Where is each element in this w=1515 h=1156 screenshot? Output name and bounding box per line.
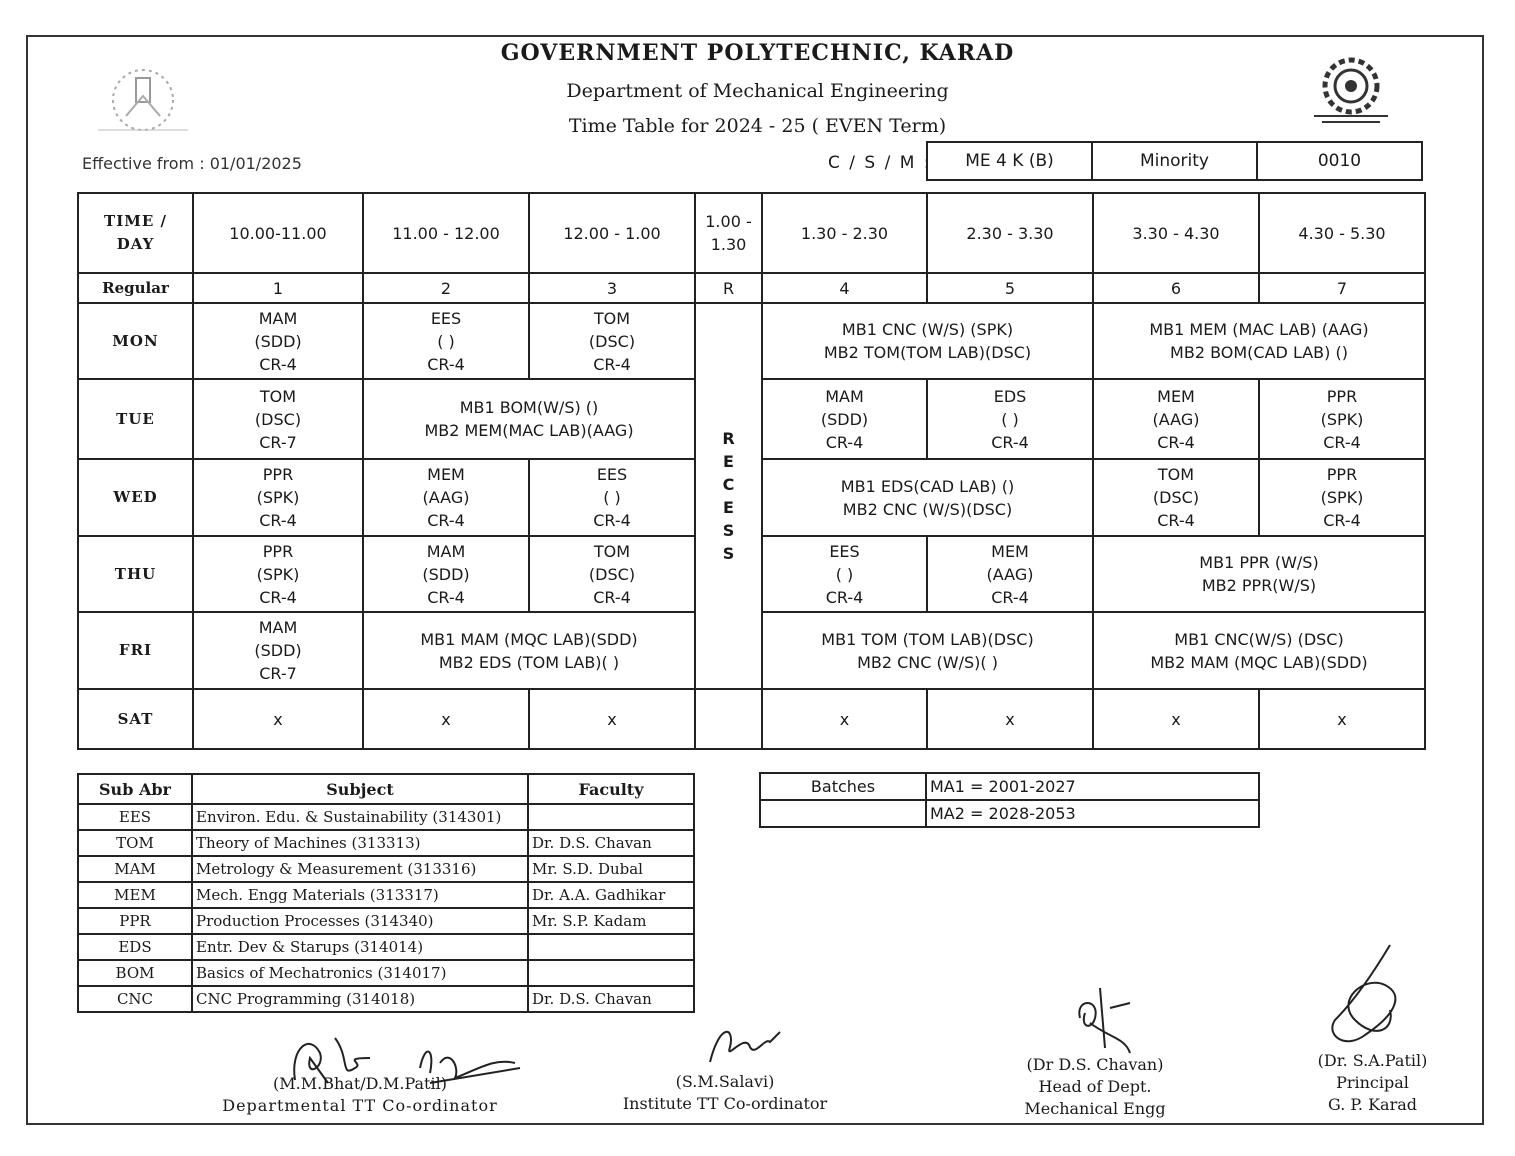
sub-faculty: Dr. D.S. Chavan xyxy=(528,986,694,1012)
sub-faculty xyxy=(528,934,694,960)
period-5: 5 xyxy=(927,273,1093,303)
sub-faculty xyxy=(528,960,694,986)
period-7: 7 xyxy=(1259,273,1425,303)
lecture-cell: MEM (AAG) CR-4 xyxy=(363,459,529,536)
batches-label: Batches xyxy=(760,773,926,800)
day-label: FRI xyxy=(78,612,193,689)
col-header: Sub Abr xyxy=(78,774,192,804)
lecture-cell: PPR (SPK) CR-4 xyxy=(193,536,363,612)
batch-value: MA1 = 2001-2027 xyxy=(926,773,1259,800)
practical-cell: MB1 CNC (W/S) (SPK) MB2 TOM(TOM LAB)(DSC) xyxy=(762,303,1093,379)
signatory-role: G. P. Karad xyxy=(1328,1095,1417,1114)
slot-1: 10.00-11.00 xyxy=(193,193,363,273)
lecture-cell: EES ( ) CR-4 xyxy=(762,536,927,612)
day-label: MON xyxy=(78,303,193,379)
day-label: THU xyxy=(78,536,193,612)
empty-cell: x xyxy=(1259,689,1425,749)
signatory-name: (S.M.Salavi) xyxy=(675,1072,775,1091)
empty-cell: x xyxy=(363,689,529,749)
slot-5: 2.30 - 3.30 xyxy=(927,193,1093,273)
period-2: 2 xyxy=(363,273,529,303)
lecture-cell: MAM (SDD) CR-4 xyxy=(193,303,363,379)
day-row-mon xyxy=(78,303,1425,379)
lecture-cell: PPR (SPK) CR-4 xyxy=(193,459,363,536)
slot-recess: 1.00 - 1.30 xyxy=(695,193,762,273)
lecture-cell: MAM (SDD) CR-4 xyxy=(363,536,529,612)
recess-cell: R E C E S S xyxy=(695,303,762,689)
sub-name: CNC Programming (314018) xyxy=(192,986,528,1012)
signatory-role: Head of Dept. xyxy=(1038,1077,1152,1096)
period-6: 6 xyxy=(1093,273,1259,303)
table-row xyxy=(78,856,694,882)
sub-abbr: EES xyxy=(78,804,192,830)
signatory-role: Departmental TT Co-ordinator xyxy=(222,1096,498,1115)
effective-date: Effective from : 01/01/2025 xyxy=(82,154,302,173)
table-row xyxy=(78,908,694,934)
class-info-box xyxy=(926,141,1423,181)
lecture-cell: TOM (DSC) CR-4 xyxy=(1093,459,1259,536)
lecture-cell: MEM (AAG) CR-4 xyxy=(1093,379,1259,459)
sub-faculty: Mr. S.D. Dubal xyxy=(528,856,694,882)
signatory-role: Institute TT Co-ordinator xyxy=(622,1094,828,1113)
day-label: SAT xyxy=(78,689,193,749)
practical-cell: MB1 TOM (TOM LAB)(DSC) MB2 CNC (W/S)( ) xyxy=(762,612,1093,689)
lecture-cell: TOM (DSC) CR-4 xyxy=(529,303,695,379)
signature-principal xyxy=(1315,940,1425,1060)
sub-abbr: MEM xyxy=(78,882,192,908)
sub-name: Production Processes (314340) xyxy=(192,908,528,934)
table-row xyxy=(78,882,694,908)
slot-2: 11.00 - 12.00 xyxy=(363,193,529,273)
signature-block-principal xyxy=(1290,1050,1455,1116)
lecture-cell: EES ( ) CR-4 xyxy=(363,303,529,379)
period-4: 4 xyxy=(762,273,927,303)
sub-abbr: MAM xyxy=(78,856,192,882)
class-code: 0010 xyxy=(1317,151,1362,171)
period-1: 1 xyxy=(193,273,363,303)
sub-abbr: PPR xyxy=(78,908,192,934)
lecture-cell: EES ( ) CR-4 xyxy=(529,459,695,536)
empty-cell: x xyxy=(529,689,695,749)
lecture-cell: TOM (DSC) CR-7 xyxy=(193,379,363,459)
practical-cell: MB1 BOM(W/S) () MB2 MEM(MAC LAB)(AAG) xyxy=(363,379,695,459)
sub-faculty xyxy=(528,804,694,830)
department-title: Department of Mechanical Engineering xyxy=(566,80,949,102)
corner-cell: TIME / DAY xyxy=(78,193,193,273)
sub-faculty: Dr. D.S. Chavan xyxy=(528,830,694,856)
period-row xyxy=(78,273,1425,303)
signatory-role: Principal xyxy=(1336,1073,1409,1092)
period-3: 3 xyxy=(529,273,695,303)
signature-block-institute-coordinator xyxy=(590,1071,860,1115)
table-row xyxy=(78,804,694,830)
slot-6: 3.30 - 4.30 xyxy=(1093,193,1259,273)
slot-7: 4.30 - 5.30 xyxy=(1259,193,1425,273)
batch-row xyxy=(760,800,1259,827)
sub-name: Basics of Mechatronics (314017) xyxy=(192,960,528,986)
empty-cell: x xyxy=(927,689,1093,749)
sub-name: Entr. Dev & Starups (314014) xyxy=(192,934,528,960)
sub-abbr: EDS xyxy=(78,934,192,960)
signature-hod xyxy=(1070,968,1140,1060)
day-row-sat xyxy=(78,689,1425,749)
time-header-row xyxy=(78,193,1425,273)
batches-table xyxy=(759,772,1260,828)
sub-faculty: Mr. S.P. Kadam xyxy=(528,908,694,934)
sub-faculty: Dr. A.A. Gadhikar xyxy=(528,882,694,908)
term-title: Time Table for 2024 - 25 ( EVEN Term) xyxy=(568,115,947,137)
day-label: WED xyxy=(78,459,193,536)
signatory-name: (Dr D.S. Chavan) xyxy=(1026,1055,1164,1074)
sub-name: Environ. Edu. & Sustainability (314301) xyxy=(192,804,528,830)
institute-title: GOVERNMENT POLYTECHNIC, KARAD xyxy=(500,40,1015,66)
signature-institute xyxy=(700,1012,790,1072)
col-header: Subject xyxy=(192,774,528,804)
sub-abbr: BOM xyxy=(78,960,192,986)
signatory-name: (Dr. S.A.Patil) xyxy=(1317,1051,1428,1070)
period-r: R xyxy=(695,273,762,303)
lecture-cell: TOM (DSC) CR-4 xyxy=(529,536,695,612)
recess-empty xyxy=(695,689,762,749)
signatory-name: (M.M.Bhat/D.M.Patil) xyxy=(273,1074,447,1093)
sub-name: Metrology & Measurement (313316) xyxy=(192,856,528,882)
class-name: ME 4 K (B) xyxy=(928,143,1093,179)
lecture-cell: MAM (SDD) CR-4 xyxy=(762,379,927,459)
sub-abbr: TOM xyxy=(78,830,192,856)
practical-cell: MB1 MAM (MQC LAB)(SDD) MB2 EDS (TOM LAB)( ) xyxy=(363,612,695,689)
signature-block-dept-coordinator xyxy=(200,1073,520,1117)
lecture-cell: PPR (SPK) CR-4 xyxy=(1259,459,1425,536)
csm-label: C / S / M : xyxy=(828,153,932,173)
subject-header-row xyxy=(78,774,694,804)
practical-cell: MB1 PPR (W/S) MB2 PPR(W/S) xyxy=(1093,536,1425,612)
lecture-cell: MAM (SDD) CR-7 xyxy=(193,612,363,689)
batch-value: MA2 = 2028-2053 xyxy=(926,800,1259,827)
slot-3: 12.00 - 1.00 xyxy=(529,193,695,273)
timetable xyxy=(77,192,1426,750)
lecture-cell: EDS ( ) CR-4 xyxy=(927,379,1093,459)
signature-block-hod xyxy=(1000,1054,1190,1120)
signatory-role: Mechanical Engg xyxy=(1024,1099,1166,1118)
table-row xyxy=(78,830,694,856)
empty-cell: x xyxy=(1093,689,1259,749)
regular-label: Regular xyxy=(78,273,193,303)
table-row xyxy=(78,986,694,1012)
subject-table xyxy=(77,773,695,1013)
lecture-cell: MEM (AAG) CR-4 xyxy=(927,536,1093,612)
slot-4: 1.30 - 2.30 xyxy=(762,193,927,273)
sub-name: Theory of Machines (313313) xyxy=(192,830,528,856)
empty-cell: x xyxy=(762,689,927,749)
table-row xyxy=(78,960,694,986)
practical-cell: MB1 EDS(CAD LAB) () MB2 CNC (W/S)(DSC) xyxy=(762,459,1093,536)
empty-cell: x xyxy=(193,689,363,749)
batch-empty xyxy=(760,800,926,827)
practical-cell: MB1 CNC(W/S) (DSC) MB2 MAM (MQC LAB)(SDD) xyxy=(1093,612,1425,689)
col-header: Faculty xyxy=(528,774,694,804)
practical-cell: MB1 MEM (MAC LAB) (AAG) MB2 BOM(CAD LAB) () xyxy=(1093,303,1425,379)
table-row xyxy=(78,934,694,960)
batch-row xyxy=(760,773,1259,800)
class-type: Minority xyxy=(1093,143,1258,179)
sub-abbr: CNC xyxy=(78,986,192,1012)
lecture-cell: PPR (SPK) CR-4 xyxy=(1259,379,1425,459)
sub-name: Mech. Engg Materials (313317) xyxy=(192,882,528,908)
day-label: TUE xyxy=(78,379,193,459)
